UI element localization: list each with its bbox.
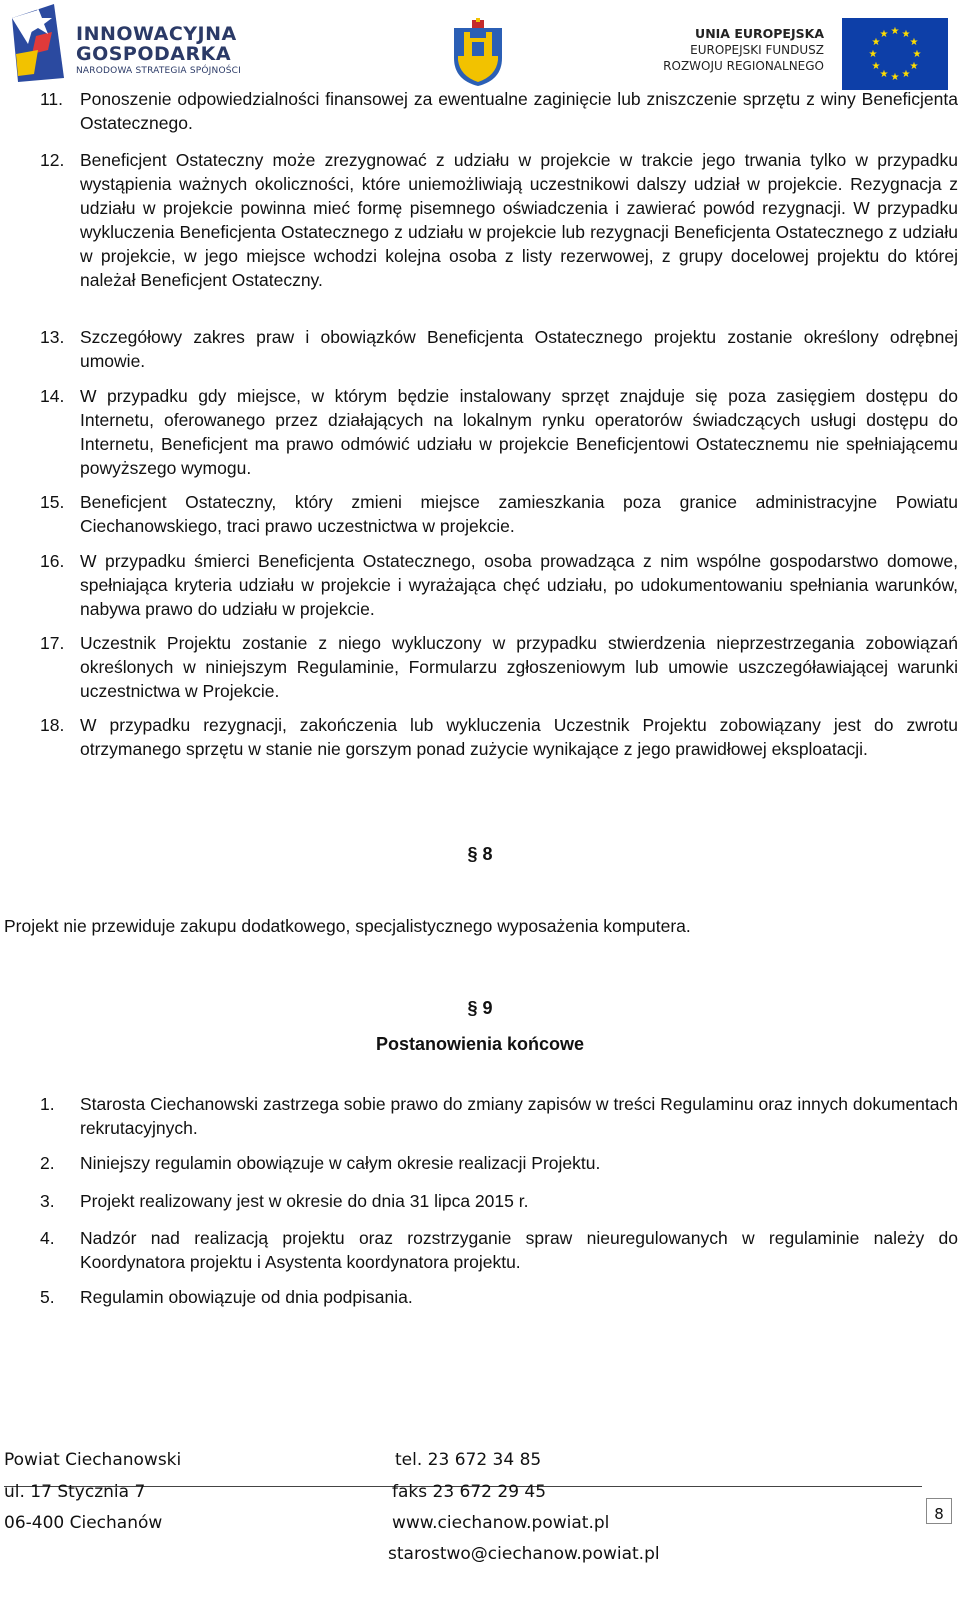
item-text: Projekt realizowany jest w okresie do dnia 31 lipca 2015 r.: [80, 1191, 529, 1211]
footer-tel: tel. 23 672 34 85: [395, 1450, 542, 1470]
item-text: Uczestnik Projektu zostanie z niego wykluczony w przypadku stwierdzenia nieprzestrzegania zobowiązań określonych w niniejszym Regulaminie, Formularzu zgłoszeniowym lub umowie uszczegóławiającej warunki uczestnictwa w Projekcie.: [80, 633, 958, 701]
item-number: 12.: [40, 150, 65, 170]
item-text: Regulamin obowiązuje od dnia podpisania.: [80, 1287, 413, 1307]
svg-text:★: ★: [909, 37, 919, 48]
svg-text:★: ★: [868, 49, 878, 60]
item-number: 11.: [40, 89, 64, 109]
item-text: Beneficjent Ostateczny, który zmieni miejsce zamieszkania poza granice administracyjne Powiatu Ciechanowskiego, traci prawo uczestnictwa w projekcie.: [80, 492, 958, 536]
list-item: [40, 631, 958, 703]
svg-text:★: ★: [890, 72, 900, 83]
svg-text:★: ★: [871, 61, 881, 72]
item-text: W przypadku rezygnacji, zakończenia lub wykluczenia Uczestnik Projektu zobowiązany jest do zwrotu otrzymanego sprzętu w stanie nie gorszym ponad zużycie wynikające z jego prawidłowej eksploatacji.: [80, 715, 958, 759]
item-number: 13.: [40, 327, 65, 347]
list-item: [40, 325, 958, 373]
svg-text:★: ★: [901, 69, 911, 80]
innowacyjna-gospodarka-logo: [8, 4, 258, 84]
item-text: W przypadku śmierci Beneficjenta Ostatecznego, osoba prowadząca z nim wspólne gospodarstwo domowe, spełniająca kryteria udziału w projekcie i wyrażająca chęć udziału, po udokumentowaniu spełniania warunków, nabywa prawo do udziału w projekcie.: [80, 551, 958, 619]
item-text: Niniejszy regulamin obowiązuje w całym okresie realizacji Projektu.: [80, 1153, 601, 1173]
section-8-text: Projekt nie przewiduje zakupu dodatkowego, specjalistycznego wyposażenia komputera.: [4, 916, 691, 936]
section-8-mark: § 8: [467, 844, 493, 864]
eu-line-2: EUROPEJSKI FUNDUSZ: [690, 43, 824, 57]
footer-org: Powiat Ciechanowski: [4, 1450, 182, 1470]
list-item: [40, 1151, 958, 1175]
section-9-title: Postanowienia końcowe: [375, 1034, 585, 1054]
item-text: W przypadku gdy miejsce, w którym będzie instalowany sprzęt znajduje się poza zasięgiem dostępu do Internetu, oferowanego przez działających na lokalnym rynku operatorów świadczących usługi dostępu do Internetu, Beneficjent ma prawo odmówić udziału w projekcie Beneficjentowi Ostatecznemu nie spełniającemu powyższego wymogu.: [80, 386, 958, 478]
section-9-mark: § 9: [467, 998, 493, 1018]
list-item: [40, 1226, 958, 1274]
svg-text:★: ★: [890, 26, 900, 37]
footer-fax: faks 23 672 29 45: [392, 1482, 547, 1502]
ig-subtitle: NARODOWA STRATEGIA SPÓJNOŚCI: [76, 66, 241, 76]
svg-text:★: ★: [912, 49, 922, 60]
item-number: 4.: [40, 1228, 55, 1248]
list-item: [40, 1285, 958, 1309]
ig-line-2: GOSPODARKA: [76, 43, 232, 65]
item-number: 3.: [40, 1191, 55, 1211]
item-number: 16.: [40, 551, 65, 571]
item-number: 2.: [40, 1153, 55, 1173]
item-number: 17.: [40, 633, 65, 653]
item-number: 14.: [40, 386, 65, 406]
footer-www: www.ciechanow.powiat.pl: [392, 1513, 610, 1533]
list-item: [40, 384, 958, 480]
svg-text:★: ★: [909, 61, 919, 72]
list-item: [40, 87, 958, 135]
item-number: 1.: [40, 1094, 55, 1114]
item-text: Ponoszenie odpowiedzialności finansowej za ewentualne zaginięcie lub zniszczenie sprzętu z winy Beneficjenta Ostatecznego.: [80, 89, 958, 133]
item-number: 15.: [40, 492, 65, 512]
footer-street: ul. 17 Stycznia 7: [4, 1482, 146, 1502]
item-number: 18.: [40, 715, 65, 735]
item-text: Beneficjent Ostateczny może zrezygnować z udziału w projekcie w trakcie jego trwania tylko w przypadku wystąpienia ważnych okoliczności, które uniemożliwiają uczestnikowi dalszy udział w projekcie. Rezygnacja z udziału w projekcie powinna mieć formę pisemnego oświadczenia i zawierać powód rezygnacji. W przypadku wykluczenia Beneficjenta Ostatecznego z udziału w projekcie lub rezygnacji Beneficjenta Ostatecznego z udziału w projekcie, w jego miejsce wchodzi kolejna osoba z listy rezerwowej, z grupy docelowej projektu do której należał Beneficjent Ostateczny.: [80, 150, 958, 290]
item-number: 5.: [40, 1287, 55, 1307]
eu-line-3: ROZWOJU REGIONALNEGO: [663, 59, 824, 73]
eu-text-block: [644, 26, 824, 74]
footer-email: starostwo@ciechanow.powiat.pl: [388, 1544, 660, 1564]
list-item: [40, 1092, 958, 1140]
list-item: [40, 148, 958, 292]
page-number: 8: [926, 1498, 952, 1524]
svg-text:★: ★: [871, 37, 881, 48]
ig-line-1: INNOWACYJNA: [76, 23, 237, 45]
footer-city: 06-400 Ciechanów: [4, 1513, 163, 1533]
item-text: Szczegółowy zakres praw i obowiązków Beneficjenta Ostatecznego projektu zostanie określony odrębnej umowie.: [80, 327, 958, 371]
list-item: [40, 1189, 958, 1213]
item-text: Starosta Ciechanowski zastrzega sobie prawo do zmiany zapisów w treści Regulaminu oraz innych dokumentach rekrutacyjnych.: [80, 1094, 958, 1138]
svg-text:★: ★: [901, 29, 911, 40]
list-item: [40, 713, 958, 761]
item-text: Nadzór nad realizacją projektu oraz rozstrzyganie spraw nieuregulowanych w regulaminie należy do Koordynatora projektu i Asystenta koordynatora projektu.: [80, 1228, 958, 1272]
ciechanow-crest-icon: [450, 18, 506, 88]
eu-flag-icon: [842, 18, 948, 90]
page-header: [0, 0, 960, 90]
eu-line-1: UNIA EUROPEJSKA: [695, 26, 824, 41]
list-item: [40, 490, 958, 538]
list-item: [40, 549, 958, 621]
svg-text:★: ★: [879, 29, 889, 40]
svg-text:★: ★: [879, 69, 889, 80]
ig-flag-icon: [8, 4, 68, 82]
